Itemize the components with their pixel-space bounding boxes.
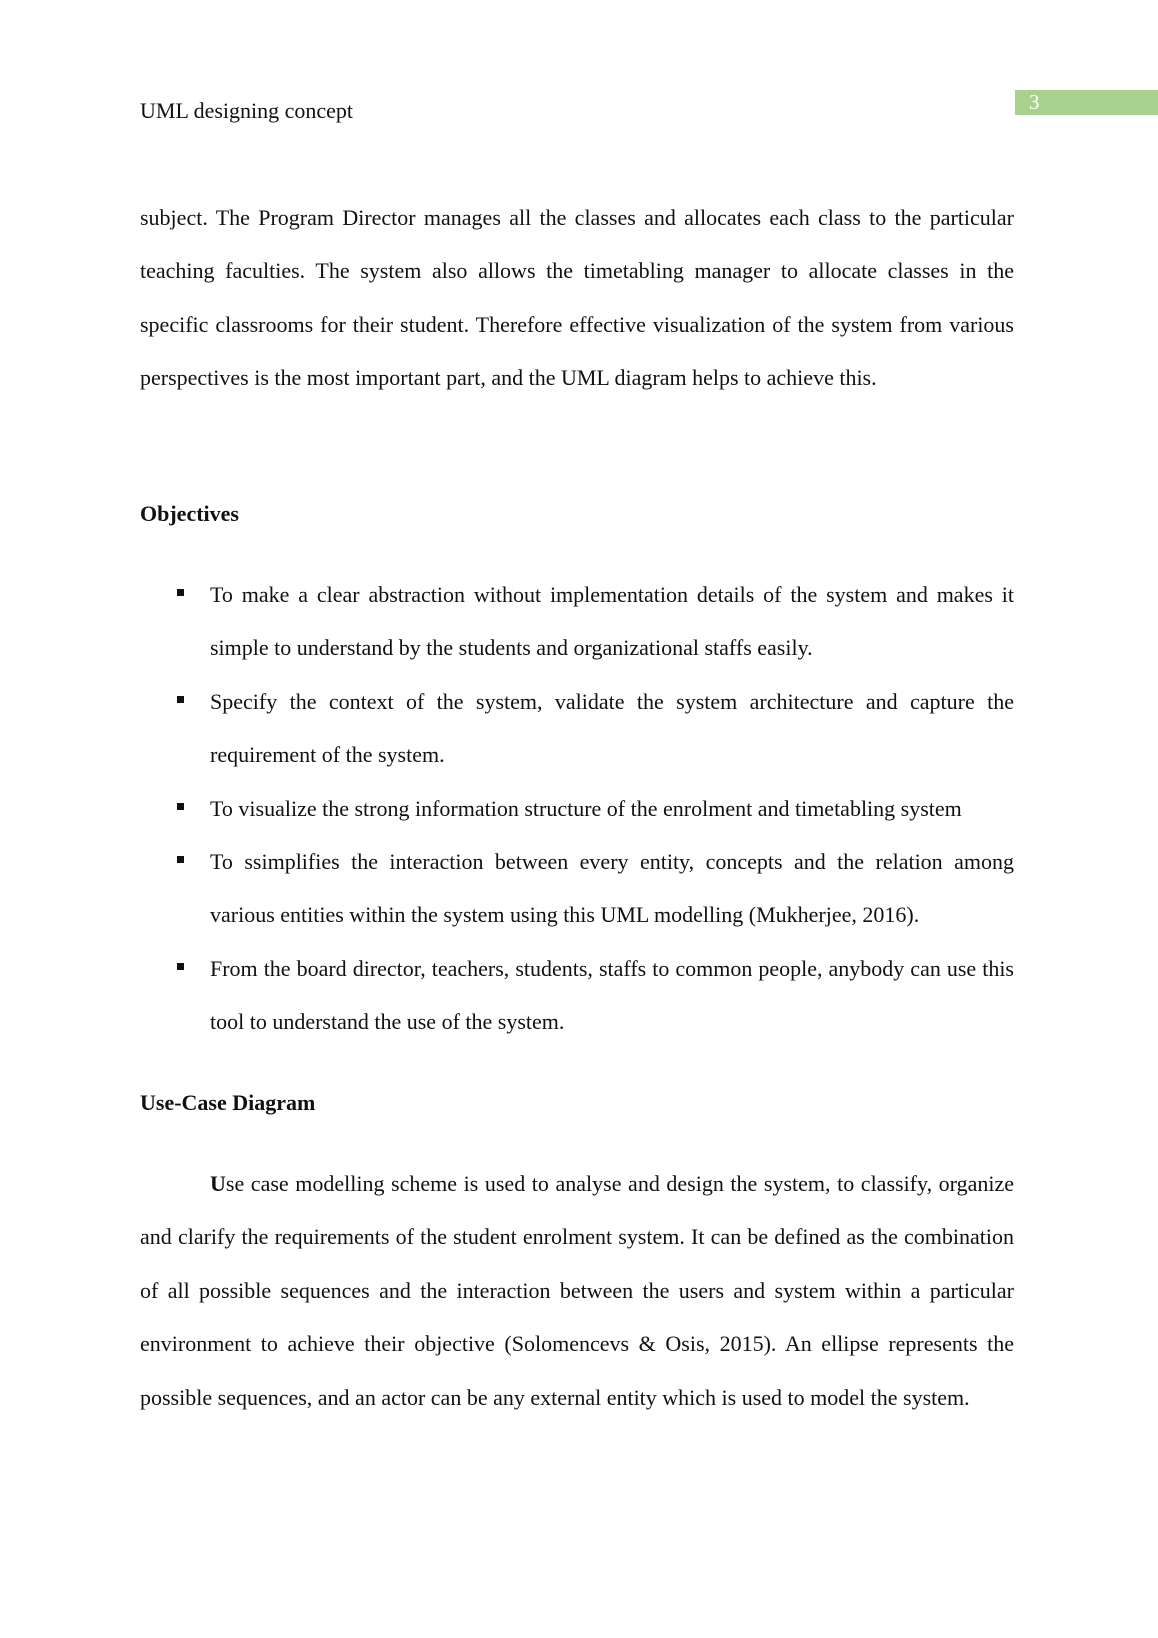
page-number-badge (1015, 90, 1158, 115)
objective-item (140, 942, 1014, 1049)
objective-item (140, 782, 1014, 835)
objectives-list (140, 568, 1014, 1049)
square-bullet-icon (177, 856, 184, 863)
running-head: UML designing concept (140, 98, 354, 123)
objective-text: To make a clear abstraction without implementation details of the system and makes it simple to understand by the students and organizational staffs easily. (210, 582, 1014, 661)
use-case-heading: Use-Case Diagram (140, 1090, 316, 1115)
square-bullet-icon (177, 696, 184, 703)
square-bullet-icon (177, 963, 184, 970)
objective-item (140, 835, 1014, 942)
objective-text: To visualize the strong information structure of the enrolment and timetabling system (210, 795, 962, 821)
use-case-paragraph (140, 1157, 1014, 1424)
objectives-heading: Objectives (140, 501, 239, 526)
square-bullet-icon (177, 803, 184, 810)
intro-paragraph: subject. The Program Director manages all the classes and allocates each class to the particular teaching faculties. The system also allows the timetabling manager to allocate classes in the specific classrooms for their student. Therefore effective visualization of the system from various perspectives is the most important part, and the UML diagram helps to achieve this. (140, 205, 1014, 391)
page-number: 3 (1029, 90, 1040, 114)
objective-text: To ssimplifies the interaction between every entity, concepts and the relation among various entities within the system using this UML modelling (Mukherjee, 2016). (210, 849, 1014, 928)
objective-text: From the board director, teachers, students, staffs to common people, anybody can use this tool to understand the use of the system. (210, 955, 1014, 1035)
lead-letter: U (210, 1171, 226, 1196)
objective-item (140, 675, 1014, 782)
objective-text: Specify the context of the system, validate the system architecture and capture the requirement of the system. (210, 688, 1014, 768)
objective-item (140, 568, 1014, 675)
use-case-text: se case modelling scheme is used to analyse and design the system, to classify, organize and clarify the requirements of the student enrolment system. It can be defined as the combination of all possible sequences and the interaction between the users and system within a particular environment to achieve their objective (Solomencevs & Osis, 2015). An ellipse represents the possible sequences, and an actor can be any external entity which is used to model the system. (140, 1171, 1014, 1410)
square-bullet-icon (177, 589, 184, 596)
